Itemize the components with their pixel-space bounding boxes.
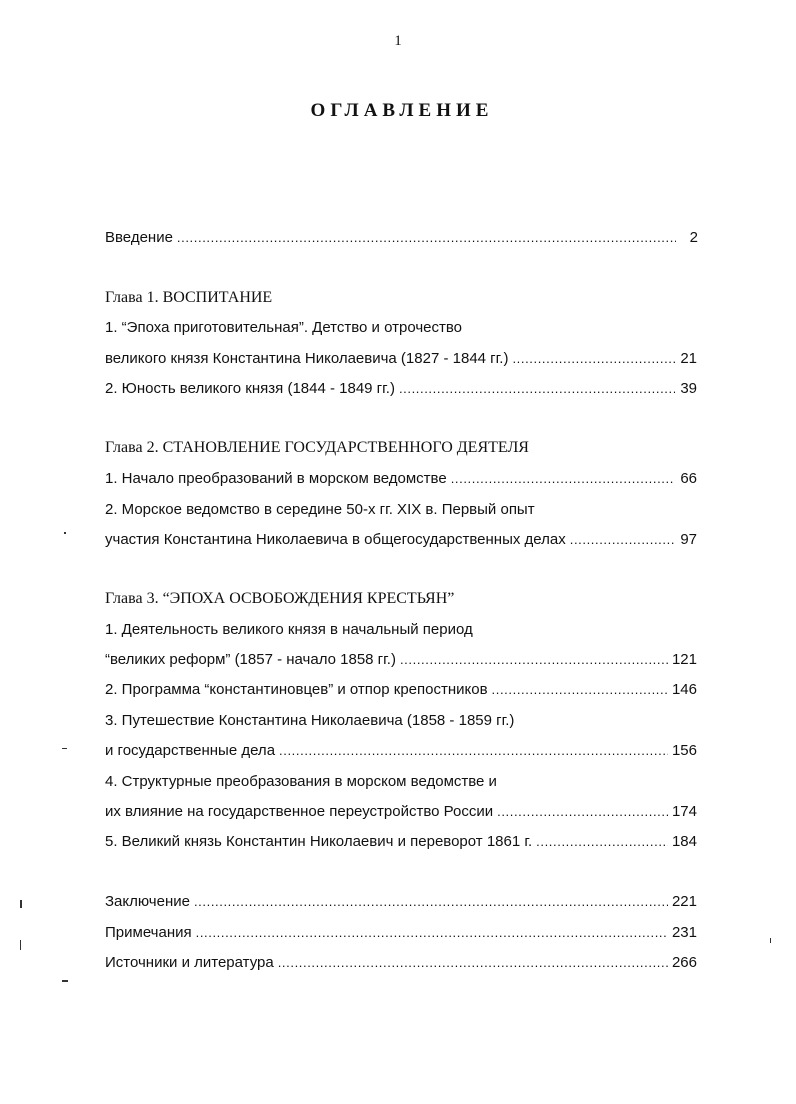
scan-speck bbox=[770, 938, 771, 943]
dot-leader bbox=[177, 228, 676, 248]
chapter-2-heading: Глава 2. СТАНОВЛЕНИЕ ГОСУДАРСТВЕННОГО ДЕЯТЕЛЯ bbox=[105, 439, 529, 456]
toc-entry-sources bbox=[105, 953, 697, 973]
toc-page-number: 221 bbox=[671, 893, 697, 910]
toc-entry-label: 1. Начало преобразований в морском ведомстве bbox=[105, 470, 447, 487]
toc-entry-label: их влияние на государственное переустройство России bbox=[105, 803, 494, 820]
toc-page-number: 97 bbox=[680, 531, 697, 548]
dot-leader bbox=[497, 802, 668, 822]
toc-page-number: 266 bbox=[671, 954, 697, 971]
dot-leader bbox=[570, 530, 675, 550]
toc-page-number: 66 bbox=[680, 470, 697, 487]
dot-leader bbox=[451, 469, 675, 489]
page-number: 1 bbox=[394, 33, 402, 49]
toc-entry-label: великого князя Константина Николаевича (1827 - 1844 гг.) bbox=[105, 350, 509, 367]
toc-entry-2-2-line1: 2. Морское ведомство в середине 50-х гг. XIX в. Первый опыт bbox=[105, 501, 535, 518]
chapter-3-heading: Глава 3. “ЭПОХА ОСВОБОЖДЕНИЯ КРЕСТЬЯН” bbox=[105, 590, 455, 607]
toc-page-number: 21 bbox=[680, 350, 697, 367]
toc-entry-label: Источники и литература bbox=[105, 954, 274, 971]
toc-entry-1-1 bbox=[105, 349, 697, 369]
scan-speck bbox=[20, 940, 21, 950]
chapter-1-heading: Глава 1. ВОСПИТАНИЕ bbox=[105, 289, 273, 306]
toc-entry-2-1 bbox=[105, 469, 697, 489]
toc-entry-3-5 bbox=[105, 832, 697, 852]
toc-entry-3-3-line1: 3. Путешествие Константина Николаевича (1858 - 1859 гг.) bbox=[105, 712, 515, 729]
dot-leader bbox=[194, 892, 668, 912]
toc-page-number: 2 bbox=[689, 229, 698, 246]
toc-entry-notes bbox=[105, 923, 697, 943]
toc-page-number: 121 bbox=[671, 651, 697, 668]
toc-entry-1-2 bbox=[105, 379, 697, 399]
dot-leader bbox=[279, 741, 668, 761]
toc-page-number: 184 bbox=[671, 833, 697, 850]
toc-entry-label: Введение bbox=[105, 229, 173, 246]
toc-page-number: 174 bbox=[671, 803, 697, 820]
scan-speck bbox=[62, 748, 67, 749]
dot-leader bbox=[512, 349, 675, 369]
scan-speck bbox=[20, 900, 22, 908]
page-title: ОГЛАВЛЕНИЕ bbox=[310, 100, 494, 121]
dot-leader bbox=[278, 953, 668, 973]
scan-speck bbox=[64, 532, 66, 534]
toc-entry-2-2 bbox=[105, 530, 697, 550]
toc-entry-3-3 bbox=[105, 741, 697, 761]
toc-entry-label: и государственные дела bbox=[105, 742, 276, 759]
toc-entry-3-2 bbox=[105, 680, 697, 700]
toc-page-number: 156 bbox=[671, 742, 697, 759]
toc-entry-3-4-line1: 4. Структурные преобразования в морском ведомстве и bbox=[105, 773, 497, 790]
toc-entry-conclusion bbox=[105, 892, 697, 912]
dot-leader bbox=[196, 923, 668, 943]
toc-page-number: 39 bbox=[680, 380, 697, 397]
toc-entry-3-1-line1: 1. Деятельность великого князя в начальный период bbox=[105, 621, 473, 638]
toc-page-number: 231 bbox=[671, 924, 697, 941]
dot-leader bbox=[536, 832, 668, 852]
toc-entry-label: 2. Программа “константиновцев” и отпор крепостников bbox=[105, 681, 488, 698]
toc-entry-3-4 bbox=[105, 802, 697, 822]
toc-entry-label: “великих реформ” (1857 - начало 1858 гг.) bbox=[105, 651, 396, 668]
toc-entry-label: Примечания bbox=[105, 924, 192, 941]
toc-entry-3-1 bbox=[105, 650, 697, 670]
toc-entry-label: 2. Юность великого князя (1844 - 1849 гг.) bbox=[105, 380, 395, 397]
toc-entry-label: 5. Великий князь Константин Николаевич и переворот 1861 г. bbox=[105, 833, 533, 850]
dot-leader bbox=[400, 650, 668, 670]
toc-entry-label: участия Константина Николаевича в общегосударственных делах bbox=[105, 531, 566, 548]
toc-entry-1-1-line1: 1. “Эпоха приготовительная”. Детство и отрочество bbox=[105, 319, 463, 336]
scan-speck bbox=[62, 980, 68, 982]
toc-entry-introduction bbox=[105, 228, 698, 248]
dot-leader bbox=[492, 680, 668, 700]
toc-entry-label: Заключение bbox=[105, 893, 190, 910]
toc-page-number: 146 bbox=[671, 681, 697, 698]
dot-leader bbox=[399, 379, 675, 399]
